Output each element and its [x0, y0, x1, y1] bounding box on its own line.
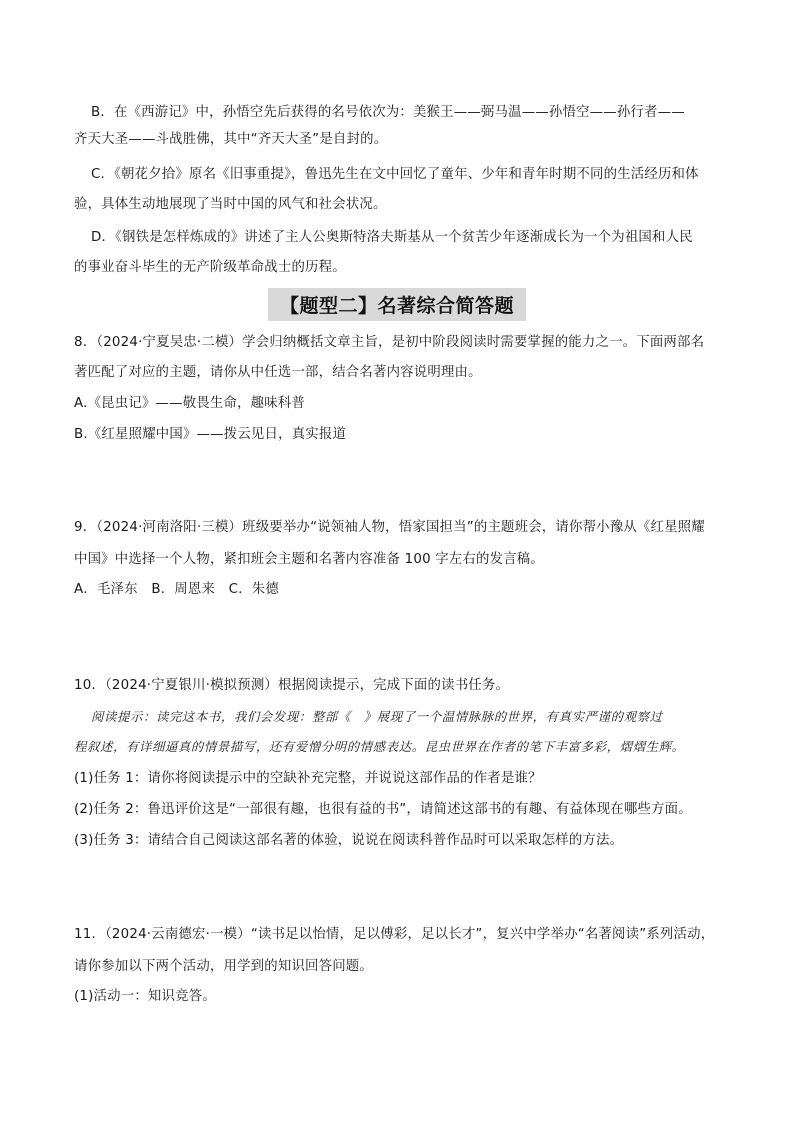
question-9-line-2: 中国》中选择一个人物，紧扣班会主题和名著内容准备 100 字左右的发言稿。 — [74, 552, 544, 567]
option-c-line-1: C．《朝花夕拾》原名《旧事重提》，鲁迅先生在文中回忆了童年、少年和青年时期不同的生活经历和体 — [91, 167, 699, 182]
question-10-task-1: (1)任务 1：请你将阅读提示中的空缺补充完整，并说说这部作品的作者是谁？ — [74, 771, 542, 786]
question-11-line-1: 11．（2024·云南德宏·一模）“读书足以怡情，足以傅彩，足以长才”，复兴中学举办“名著阅读”系列活动， — [74, 927, 715, 942]
question-9-line-1: 9．（2024·河南洛阳·三模）班级要举办“说领袖人物，悟家国担当”的主题班会，请你帮小豫从《红星照耀 — [74, 520, 705, 535]
section-banner — [268, 288, 526, 321]
option-c-line-2: 验，具体生动地展现了当时中国的风气和社会状况。 — [74, 197, 387, 212]
question-10-task-3: (3)任务 3：请结合自己阅读这部名著的体验，说说在阅读科普作品时可以采取怎样的方法。 — [74, 833, 624, 848]
question-11-activity-1: (1)活动一：知识竞答。 — [74, 989, 216, 1004]
option-d-line-1: D．《钢铁是怎样炼成的》讲述了主人公奥斯特洛夫斯基从一个贫苦少年逐渐成长为一个为祖国和人民 — [91, 230, 693, 245]
option-b-line-2: 齐天大圣——斗战胜佛，其中“齐天大圣”是自封的。 — [74, 132, 388, 147]
question-10-tip-line-2: 程叙述，有详细逼真的情景描写，还有爱憎分明的情感表达。昆虫世界在作者的笔下丰富多彩，熠熠生辉。 — [74, 739, 685, 754]
question-10-line-1: 10．（2024·宁夏银川·模拟预测）根据阅读提示，完成下面的读书任务。 — [74, 678, 510, 693]
question-10-tip-line-1: 阅读提示：读完这本书，我们会发现：整部《 》展现了一个温情脉脉的世界，有真实严谨的观察过 — [91, 709, 663, 724]
question-8-line-2: 著匹配了对应的主题，请你从中任选一部，结合名著内容说明理由。 — [74, 365, 482, 380]
question-10-task-2: (2)任务 2：鲁迅评价这是“一部很有趣，也很有益的书”，请简述这部书的有趣、有益体现在哪些方面。 — [74, 802, 692, 817]
question-11-line-2: 请你参加以下两个活动，用学到的知识回答问题。 — [74, 959, 373, 974]
question-8-option-a: A.《昆虫记》——敬畏生命，趣味科普 — [74, 396, 306, 411]
question-9-options: A．毛泽东 B．周恩来 C．朱德 — [74, 582, 279, 597]
option-b-line-1: B．在《西游记》中，孙悟空先后获得的名号依次为：美猴王——弼马温——孙悟空——孙行者—— — [91, 105, 685, 120]
option-d-line-2: 的事业奋斗毕生的无产阶级革命战士的历程。 — [74, 260, 346, 275]
section-title: 【题型二】名著综合简答题 — [279, 295, 514, 317]
question-8-option-b: B.《红星照耀中国》——拨云见日，真实报道 — [74, 427, 347, 442]
question-8-line-1: 8．（2024·宁夏吴忠·二模）学会归纳概括文章主旨，是初中阶段阅读时需要掌握的能力之一。下面两部名 — [74, 335, 705, 350]
